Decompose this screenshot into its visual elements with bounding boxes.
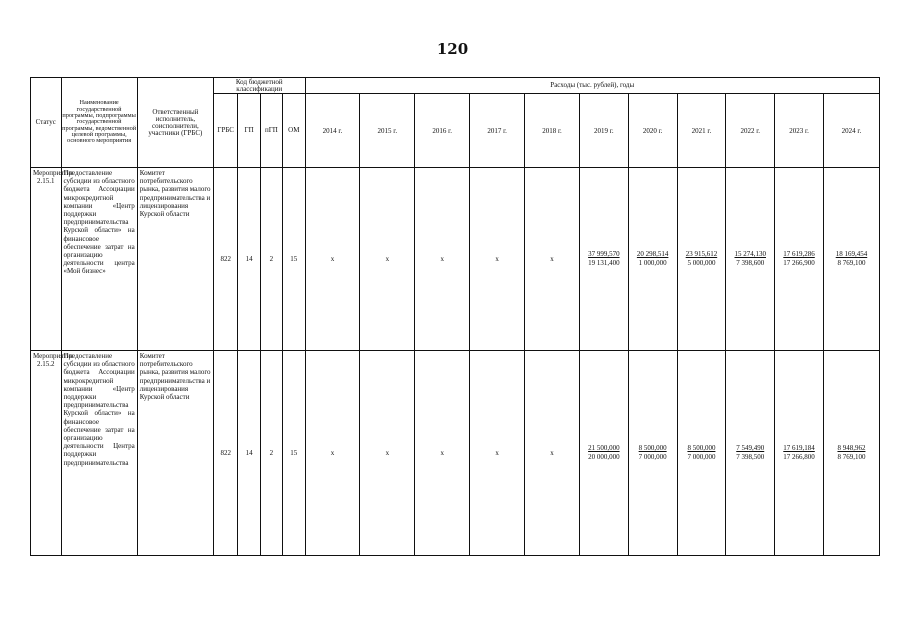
- header-year: 2015 г.: [360, 94, 415, 168]
- header-year: 2016 г.: [415, 94, 470, 168]
- row-name: Предоставление субсидии из областного бюджета Ассоциации микрокредитной компании «Центр поддержки предпринимательства Курской области» на финансовое обеспечение затрат на организацию деятельности центра «Мой бизнес»: [61, 168, 137, 351]
- year-amount: [579, 168, 628, 351]
- amount-part: 1 000,000: [638, 259, 667, 267]
- amount-part: 7 398,500: [736, 453, 765, 461]
- amount-total: 18 169,454: [835, 250, 868, 258]
- year-value: x: [305, 351, 360, 556]
- amount-total: 8 500,000: [638, 444, 667, 452]
- year-amount: [775, 168, 824, 351]
- amount-total: 17 619,286: [783, 250, 815, 258]
- year-value: x: [360, 351, 415, 556]
- code-gp: 14: [238, 351, 260, 556]
- year-amount: [628, 168, 677, 351]
- year-value: x: [415, 351, 470, 556]
- amount-total: 8 500,000: [687, 444, 716, 452]
- amount-part: 19 131,400: [588, 259, 620, 267]
- year-value: x: [525, 351, 580, 556]
- header-responsible: Ответственный исполнитель, соисполнители, участники (ГРБС): [137, 78, 213, 168]
- code-pgp: 2: [260, 168, 282, 351]
- year-value: x: [470, 351, 525, 556]
- budget-table: [30, 77, 880, 556]
- amount-total: 23 915,612: [685, 250, 718, 258]
- amount-part: 8 769,100: [837, 259, 866, 267]
- year-amount: [726, 351, 775, 556]
- row-status: Мероприятие 2.15.1: [31, 168, 62, 351]
- amount-part: 8 769,100: [837, 453, 866, 461]
- header-year: 2018 г.: [525, 94, 580, 168]
- amount-total: 8 948,962: [837, 444, 866, 452]
- amount-total: 37 999,570: [588, 250, 620, 258]
- row-name: Предоставление субсидии из областного бюджета Ассоциации микрокредитной компании «Центр поддержки предпринимательства Курской области» на финансовое обеспечение затрат на организацию деятельности Центра поддержки предпринимательства: [61, 351, 137, 556]
- amount-total: 15 274,130: [734, 250, 766, 258]
- header-row-top: [31, 78, 880, 94]
- code-om: 15: [283, 351, 305, 556]
- header-year: 2023 г.: [775, 94, 824, 168]
- year-amount: [823, 351, 879, 556]
- year-value: x: [525, 168, 580, 351]
- amount-part: 20 000,000: [588, 453, 620, 461]
- header-year: 2017 г.: [470, 94, 525, 168]
- amount-part: 7 000,000: [687, 453, 716, 461]
- row-responsible: Комитет потребительского рынка, развития малого предпринимательства и лицензирования Курской области: [137, 168, 213, 351]
- header-year: 2021 г.: [677, 94, 726, 168]
- amount-total: 7 549,490: [736, 444, 765, 452]
- header-name: Наименование государственной программы, подпрограммы государственной программы, ведомственной целевой программы, основного мероприятия: [61, 78, 137, 168]
- year-value: x: [415, 168, 470, 351]
- table-row: [31, 168, 880, 351]
- header-year: 2020 г.: [628, 94, 677, 168]
- code-grbs: 822: [214, 351, 238, 556]
- year-amount: [775, 351, 824, 556]
- page-number: 120: [436, 40, 469, 58]
- amount-total: 21 500,000: [588, 444, 620, 452]
- amount-part: 7 000,000: [638, 453, 667, 461]
- amount-part: 7 398,600: [736, 259, 765, 267]
- header-year: 2022 г.: [726, 94, 775, 168]
- amount-total: 20 298,514: [636, 250, 669, 258]
- header-year: 2014 г.: [305, 94, 360, 168]
- amount-part: 17 266,900: [783, 259, 815, 267]
- table-row: [31, 351, 880, 556]
- code-gp: 14: [238, 168, 260, 351]
- code-pgp: 2: [260, 351, 282, 556]
- header-year: 2019 г.: [579, 94, 628, 168]
- header-code-pgp: пГП: [260, 94, 282, 168]
- year-value: x: [360, 168, 415, 351]
- year-amount: [677, 351, 726, 556]
- header-code-grbs: ГРБС: [214, 94, 238, 168]
- header-budget-code: Код бюджетной классификации: [214, 78, 306, 94]
- header-code-gp: ГП: [238, 94, 260, 168]
- row-responsible: Комитет потребительского рынка, развития малого предпринимательства и лицензирования Курской области: [137, 351, 213, 556]
- year-amount: [628, 351, 677, 556]
- header-code-om: ОМ: [283, 94, 305, 168]
- year-amount: [823, 168, 879, 351]
- header-expenses: Расходы (тыс. рублей), годы: [305, 78, 880, 94]
- amount-total: 17 619,184: [783, 444, 815, 452]
- year-value: x: [470, 168, 525, 351]
- row-status: Мероприятие 2.15.2: [31, 351, 62, 556]
- year-amount: [726, 168, 775, 351]
- header-status: Статус: [31, 78, 62, 168]
- year-amount: [677, 168, 726, 351]
- header-year: 2024 г.: [823, 94, 879, 168]
- code-grbs: 822: [214, 168, 238, 351]
- year-value: x: [305, 168, 360, 351]
- year-amount: [579, 351, 628, 556]
- code-om: 15: [283, 168, 305, 351]
- amount-part: 5 000,000: [687, 259, 716, 267]
- amount-part: 17 266,800: [783, 453, 815, 461]
